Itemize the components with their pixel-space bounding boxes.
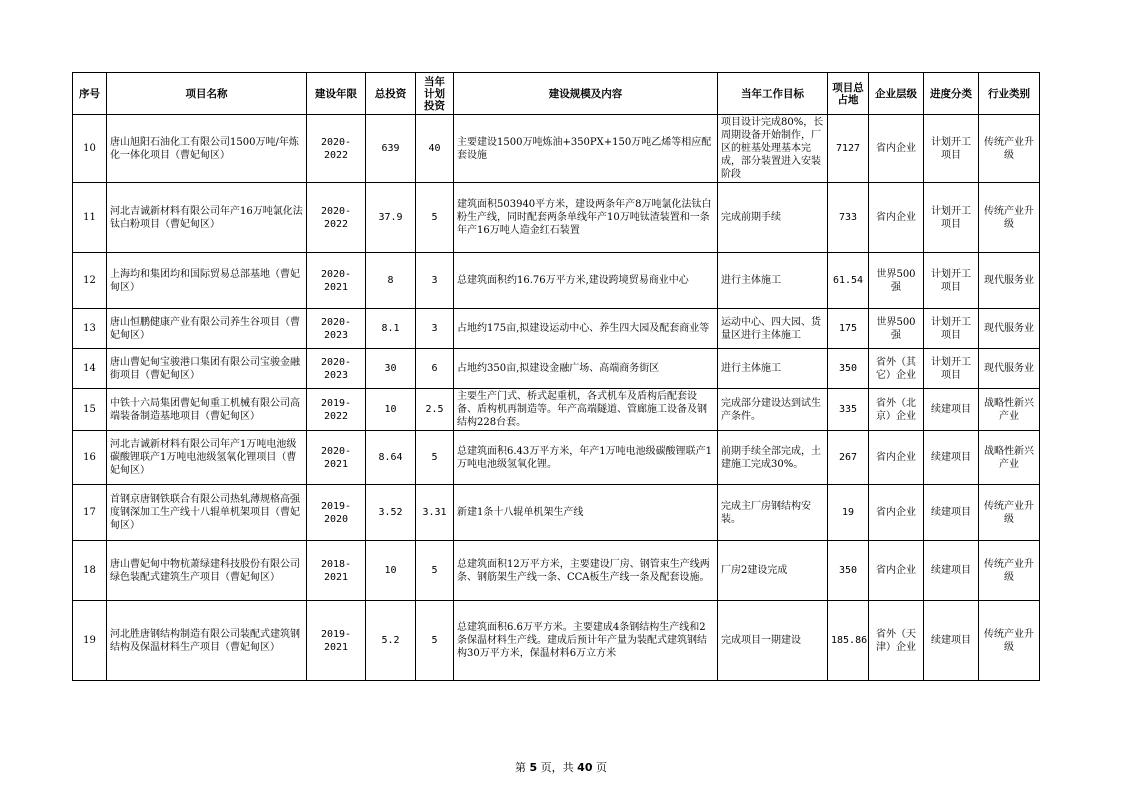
cell-total: 10: [366, 389, 416, 431]
cell-area: 185.86: [828, 601, 869, 681]
cell-level: 省内企业: [869, 115, 924, 183]
cell-goal: 完成前期手续: [718, 183, 828, 253]
cell-period: 2020-2021: [307, 431, 366, 485]
cell-industry: 战略性新兴产业: [979, 431, 1040, 485]
table-row: [73, 541, 1040, 601]
cell-industry: 传统产业升级: [979, 115, 1040, 183]
cell-industry: 现代服务业: [979, 309, 1040, 349]
cell-progress: 计划开工项目: [924, 349, 979, 389]
cell-period: 2020-2023: [307, 349, 366, 389]
cell-seq: 19: [73, 601, 107, 681]
cell-scale: 总建筑面积6.6万平方米。主要建成4条钢结构生产线和2条保温材料生产线。建成后预计年产量为装配式建筑钢结构30万平方米，保温材料6万立方米: [454, 601, 718, 681]
project-table: [72, 72, 1040, 681]
cell-progress: 计划开工项目: [924, 115, 979, 183]
header-progress: 进度分类: [924, 73, 979, 115]
cell-progress: 续建项目: [924, 431, 979, 485]
cell-plan: 40: [416, 115, 454, 183]
cell-plan: 2.5: [416, 389, 454, 431]
table-row: [73, 389, 1040, 431]
table-row: [73, 115, 1040, 183]
cell-progress: 计划开工项目: [924, 183, 979, 253]
cell-period: 2019-2020: [307, 485, 366, 541]
table-row: [73, 183, 1040, 253]
cell-goal: 完成项目一期建设: [718, 601, 828, 681]
footer-prefix: 第: [515, 761, 530, 774]
cell-period: 2020-2022: [307, 183, 366, 253]
cell-seq: 11: [73, 183, 107, 253]
cell-industry: 传统产业升级: [979, 541, 1040, 601]
cell-total: 8.1: [366, 309, 416, 349]
page-footer: [0, 759, 1122, 775]
cell-industry: 传统产业升级: [979, 183, 1040, 253]
cell-area: 350: [828, 349, 869, 389]
cell-seq: 13: [73, 309, 107, 349]
header-area: 项目总占地: [828, 73, 869, 115]
cell-seq: 15: [73, 389, 107, 431]
cell-goal: 厂房2建设完成: [718, 541, 828, 601]
cell-level: 省外（天津）企业: [869, 601, 924, 681]
cell-plan: 3: [416, 309, 454, 349]
cell-scale: 建筑面积503940平方米，建设两条年产8万吨氯化法钛白粉生产线，同时配套两条单线年产10万吨钛渣装置和一条年产16万吨人造金红石装置: [454, 183, 718, 253]
cell-goal: 运动中心、四大园、货量区进行主体施工: [718, 309, 828, 349]
table-row: [73, 485, 1040, 541]
cell-scale: 占地约350亩,拟建设金融广场、高端商务街区: [454, 349, 718, 389]
cell-name: 中铁十六局集团曹妃甸重工机械有限公司高端装备制造基地项目（曹妃甸区）: [107, 389, 307, 431]
cell-period: 2020-2021: [307, 253, 366, 309]
cell-area: 19: [828, 485, 869, 541]
cell-scale: 总建筑面积12万平方米，主要建设厂房、钢管束生产线两条、钢筋架生产线一条、CCA板生产线一条及配套设施。: [454, 541, 718, 601]
header-industry: 行业类别: [979, 73, 1040, 115]
header-name: 项目名称: [107, 73, 307, 115]
cell-area: 267: [828, 431, 869, 485]
cell-scale: 主要生产门式、桥式起重机，各式机车及盾构后配套设备、盾构机再制造等。年产高端隧道、管廊施工设备及钢结构228台套。: [454, 389, 718, 431]
footer-page-number: 5: [529, 761, 538, 774]
cell-level: 世界500强: [869, 309, 924, 349]
cell-plan: 6: [416, 349, 454, 389]
cell-area: 175: [828, 309, 869, 349]
cell-scale: 主要建设1500万吨炼油+350PX+150万吨乙烯等相应配套设施: [454, 115, 718, 183]
cell-total: 3.52: [366, 485, 416, 541]
cell-name: 河北胜唐钢结构制造有限公司装配式建筑钢结构及保温材料生产项目（曹妃甸区）: [107, 601, 307, 681]
header-row: [73, 73, 1040, 115]
cell-plan: 5: [416, 601, 454, 681]
table-row: [73, 309, 1040, 349]
cell-period: 2020-2023: [307, 309, 366, 349]
cell-seq: 14: [73, 349, 107, 389]
cell-name: 唐山旭阳石油化工有限公司1500万吨/年炼化一体化项目（曹妃甸区）: [107, 115, 307, 183]
cell-name: 河北吉诚新材料有限公司年产16万吨氯化法钛白粉项目（曹妃甸区）: [107, 183, 307, 253]
cell-plan: 5: [416, 183, 454, 253]
cell-area: 335: [828, 389, 869, 431]
footer-suffix: 页: [592, 761, 607, 774]
header-plan: 当年计划投资: [416, 73, 454, 115]
cell-industry: 现代服务业: [979, 349, 1040, 389]
cell-goal: 进行主体施工: [718, 349, 828, 389]
cell-scale: 总建筑面积6.43万平方米，年产1万吨电池级碳酸锂联产1万吨电池级氢氧化锂。: [454, 431, 718, 485]
cell-goal: 进行主体施工: [718, 253, 828, 309]
cell-total: 639: [366, 115, 416, 183]
header-period: 建设年限: [307, 73, 366, 115]
table-row: [73, 349, 1040, 389]
cell-period: 2020-2022: [307, 115, 366, 183]
cell-seq: 16: [73, 431, 107, 485]
table-row: [73, 601, 1040, 681]
header-seq: 序号: [73, 73, 107, 115]
cell-area: 733: [828, 183, 869, 253]
cell-name: 唐山恒鹏健康产业有限公司养生谷项目（曹妃甸区）: [107, 309, 307, 349]
cell-name: 河北吉诚新材料有限公司年产1万吨电池级碳酸锂联产1万吨电池级氢氧化锂项目（曹妃甸区）: [107, 431, 307, 485]
cell-total: 8.64: [366, 431, 416, 485]
cell-period: 2019-2022: [307, 389, 366, 431]
cell-progress: 续建项目: [924, 601, 979, 681]
cell-plan: 5: [416, 541, 454, 601]
cell-total: 37.9: [366, 183, 416, 253]
cell-goal: 前期手续全部完成，土建施工完成30%。: [718, 431, 828, 485]
header-total: 总投资: [366, 73, 416, 115]
header-scale: 建设规模及内容: [454, 73, 718, 115]
cell-progress: 续建项目: [924, 541, 979, 601]
table-row: [73, 253, 1040, 309]
cell-period: 2019-2021: [307, 601, 366, 681]
cell-total: 5.2: [366, 601, 416, 681]
cell-area: 350: [828, 541, 869, 601]
cell-level: 省内企业: [869, 541, 924, 601]
cell-name: 唐山曹妃甸宝骏港口集团有限公司宝骏金融街项目（曹妃甸区）: [107, 349, 307, 389]
cell-level: 省内企业: [869, 183, 924, 253]
table-row: [73, 431, 1040, 485]
cell-goal: 完成部分建设达到试生产条件。: [718, 389, 828, 431]
cell-plan: 3: [416, 253, 454, 309]
cell-progress: 续建项目: [924, 389, 979, 431]
cell-scale: 新建1条十八辊单机架生产线: [454, 485, 718, 541]
cell-total: 30: [366, 349, 416, 389]
cell-progress: 计划开工项目: [924, 309, 979, 349]
cell-goal: 项目设计完成80%，长周期设备开始制作，厂区的桩基处理基本完成，部分装置进入安装阶段: [718, 115, 828, 183]
cell-total: 8: [366, 253, 416, 309]
footer-middle: 页，共: [537, 761, 578, 774]
cell-seq: 17: [73, 485, 107, 541]
cell-name: 上海均和集团均和国际贸易总部基地（曹妃甸区）: [107, 253, 307, 309]
cell-level: 省内企业: [869, 485, 924, 541]
cell-level: 世界500强: [869, 253, 924, 309]
cell-name: 首钢京唐钢铁联合有限公司热轧薄规格高强度钢深加工生产线十八辊单机架项目（曹妃甸区）: [107, 485, 307, 541]
cell-plan: 5: [416, 431, 454, 485]
cell-seq: 18: [73, 541, 107, 601]
cell-area: 7127: [828, 115, 869, 183]
cell-total: 10: [366, 541, 416, 601]
cell-plan: 3.31: [416, 485, 454, 541]
cell-scale: 占地约175亩,拟建设运动中心、养生四大园及配套商业等: [454, 309, 718, 349]
cell-industry: 战略性新兴产业: [979, 389, 1040, 431]
cell-goal: 完成主厂房钢结构安装。: [718, 485, 828, 541]
cell-area: 61.54: [828, 253, 869, 309]
cell-industry: 传统产业升级: [979, 601, 1040, 681]
cell-industry: 传统产业升级: [979, 485, 1040, 541]
header-level: 企业层级: [869, 73, 924, 115]
cell-industry: 现代服务业: [979, 253, 1040, 309]
cell-seq: 10: [73, 115, 107, 183]
footer-total-pages: 40: [577, 761, 593, 774]
cell-level: 省外（其它）企业: [869, 349, 924, 389]
cell-level: 省外（北京）企业: [869, 389, 924, 431]
cell-scale: 总建筑面积约16.76万平方米,建设跨境贸易商业中心: [454, 253, 718, 309]
cell-progress: 续建项目: [924, 485, 979, 541]
cell-level: 省内企业: [869, 431, 924, 485]
cell-progress: 计划开工项目: [924, 253, 979, 309]
cell-period: 2018-2021: [307, 541, 366, 601]
cell-seq: 12: [73, 253, 107, 309]
header-goal: 当年工作目标: [718, 73, 828, 115]
table-body: [73, 115, 1040, 681]
cell-name: 唐山曹妃甸中物杭萧绿建科技股份有限公司绿色装配式建筑生产项目（曹妃甸区）: [107, 541, 307, 601]
